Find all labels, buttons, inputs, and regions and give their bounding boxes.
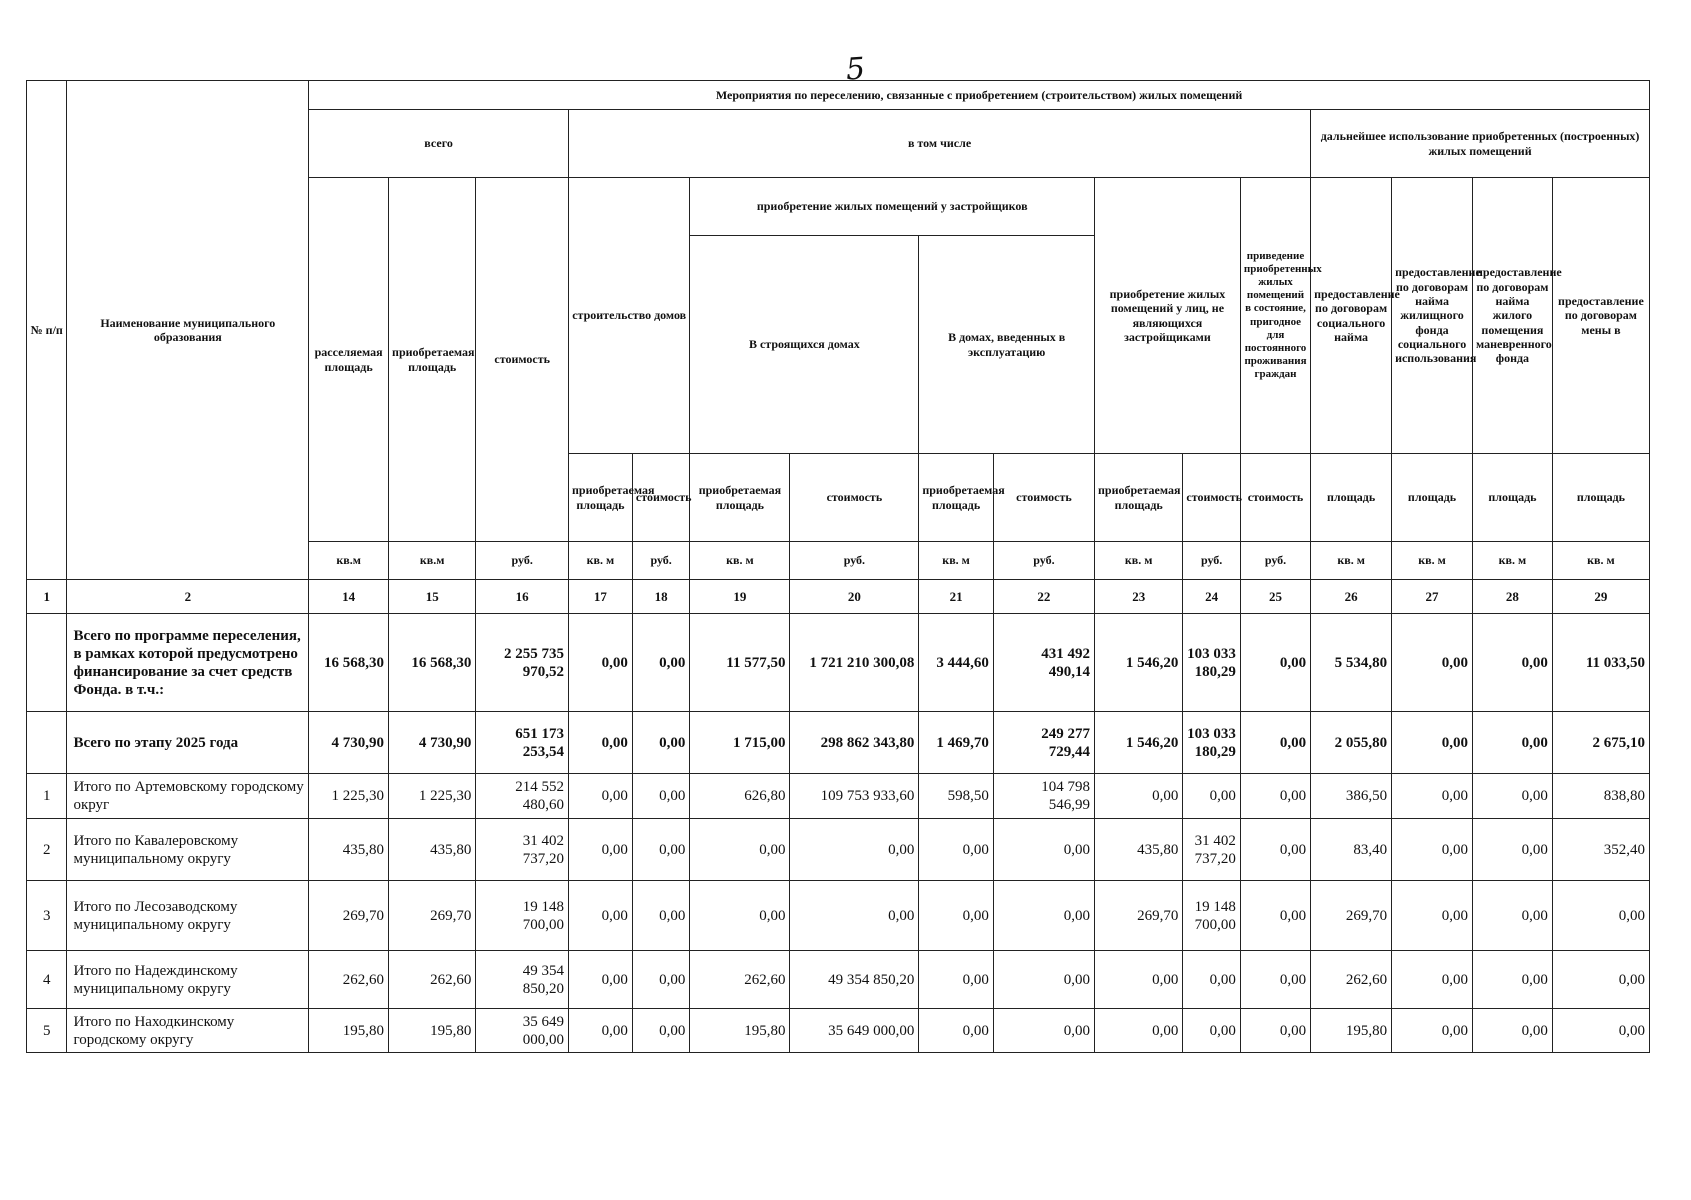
value-cell: 0,00: [568, 819, 632, 881]
value-cell: 1 546,20: [1095, 614, 1183, 712]
table-row: [27, 951, 1650, 1009]
value-cell: 0,00: [1183, 951, 1241, 1009]
value-cell: 195,80: [309, 1009, 389, 1053]
value-cell: 0,00: [632, 951, 690, 1009]
social-use-lease-header: предоставление по договорам найма жилищного фонда социального использования: [1392, 178, 1473, 454]
unit-cell: кв.м: [309, 542, 389, 580]
column-number-cell: 27: [1392, 580, 1473, 614]
value-cell: 0,00: [919, 881, 994, 951]
value-cell: 269,70: [1311, 881, 1392, 951]
under-construction-header: В строящихся домах: [690, 236, 919, 454]
value-cell: 4 730,90: [309, 712, 389, 774]
value-cell: 626,80: [690, 774, 790, 819]
column-number-cell: 18: [632, 580, 690, 614]
municipality-name: Итого по Артемовскому городскому округ: [67, 774, 309, 819]
value-cell: 5 534,80: [1311, 614, 1392, 712]
value-cell: 103 033 180,29: [1183, 614, 1241, 712]
page-number: 5: [844, 51, 867, 88]
sub-header-17: приобретаемая площадь: [568, 454, 632, 542]
value-cell: 269,70: [309, 881, 389, 951]
column-number-cell: 25: [1240, 580, 1310, 614]
unit-cell: кв. м: [1472, 542, 1552, 580]
value-cell: 0,00: [993, 951, 1094, 1009]
column-number-cell: 26: [1311, 580, 1392, 614]
unit-cell: кв.м: [389, 542, 476, 580]
col-no-header: № п/п: [27, 81, 67, 580]
value-cell: 0,00: [632, 614, 690, 712]
unit-cell: руб.: [1240, 542, 1310, 580]
value-cell: 0,00: [1472, 1009, 1552, 1053]
value-cell: 352,40: [1552, 819, 1649, 881]
value-cell: 435,80: [1095, 819, 1183, 881]
value-cell: 0,00: [919, 1009, 994, 1053]
value-cell: 195,80: [389, 1009, 476, 1053]
unit-cell: кв. м: [1311, 542, 1392, 580]
value-cell: 0,00: [568, 881, 632, 951]
in-operation-header: В домах, введенных в эксплуатацию: [919, 236, 1095, 454]
total-header: всего: [309, 110, 569, 178]
value-cell: 0,00: [632, 1009, 690, 1053]
value-cell: 0,00: [1552, 1009, 1649, 1053]
value-cell: 103 033 180,29: [1183, 712, 1241, 774]
sub-header-27: площадь: [1392, 454, 1473, 542]
value-cell: 0,00: [568, 951, 632, 1009]
municipality-name: Итого по Надеждинскому муниципальному округу: [67, 951, 309, 1009]
value-cell: 262,60: [309, 951, 389, 1009]
bringing-header: приведение приобретенных жилых помещений в состояние, пригодное для постоянного проживания граждан: [1240, 178, 1310, 454]
value-cell: 195,80: [690, 1009, 790, 1053]
column-numbers-row: [27, 580, 1650, 614]
value-cell: 0,00: [1472, 774, 1552, 819]
column-number-cell: 28: [1472, 580, 1552, 614]
value-cell: 0,00: [1240, 774, 1310, 819]
value-cell: 19 148 700,00: [1183, 881, 1241, 951]
value-cell: 195,80: [1311, 1009, 1392, 1053]
value-cell: 1 469,70: [919, 712, 994, 774]
value-cell: 214 552 480,60: [476, 774, 569, 819]
column-number-cell: 15: [389, 580, 476, 614]
sub-header-18: стоимость: [632, 454, 690, 542]
unit-cell: руб.: [1183, 542, 1241, 580]
value-cell: 0,00: [1240, 881, 1310, 951]
maneuver-lease-header: предоставление по договорам найма жилого помещения маневренного фонда: [1472, 178, 1552, 454]
value-cell: 0,00: [568, 712, 632, 774]
value-cell: 4 730,90: [389, 712, 476, 774]
row-number: 5: [27, 1009, 67, 1053]
municipality-name: Всего по программе переселения, в рамках которой предусмотрено финансирование за счет средств Фонда. в т.ч.:: [67, 614, 309, 712]
value-cell: 0,00: [1472, 614, 1552, 712]
value-cell: 0,00: [993, 1009, 1094, 1053]
column-number-cell: 14: [309, 580, 389, 614]
column-number-cell: 20: [790, 580, 919, 614]
value-cell: 0,00: [1240, 1009, 1310, 1053]
value-cell: 0,00: [993, 881, 1094, 951]
resettled-area-header: расселяемая площадь: [309, 178, 389, 542]
column-number-cell: 19: [690, 580, 790, 614]
unit-cell: кв. м: [1095, 542, 1183, 580]
value-cell: 0,00: [1183, 774, 1241, 819]
table-row: [27, 1009, 1650, 1053]
sub-header-28: площадь: [1472, 454, 1552, 542]
sub-header-19: приобретаемая площадь: [690, 454, 790, 542]
from-developers-header: приобретение жилых помещений у застройщиков: [690, 178, 1095, 236]
value-cell: 0,00: [1472, 951, 1552, 1009]
value-cell: 109 753 933,60: [790, 774, 919, 819]
unit-cell: кв. м: [568, 542, 632, 580]
value-cell: 0,00: [1095, 1009, 1183, 1053]
column-number-cell: 22: [993, 580, 1094, 614]
table-row: [27, 712, 1650, 774]
construction-header: строительство домов: [568, 178, 689, 454]
value-cell: 0,00: [1392, 774, 1473, 819]
value-cell: 0,00: [1240, 819, 1310, 881]
unit-cell: руб.: [632, 542, 690, 580]
value-cell: 262,60: [389, 951, 476, 1009]
value-cell: 19 148 700,00: [476, 881, 569, 951]
from-non-developers-header: приобретение жилых помещений у лиц, не являющихся застройщиками: [1095, 178, 1241, 454]
resettlement-table: [26, 80, 1650, 1053]
value-cell: 2 675,10: [1552, 712, 1649, 774]
value-cell: 0,00: [919, 819, 994, 881]
value-cell: 0,00: [1392, 951, 1473, 1009]
value-cell: 35 649 000,00: [476, 1009, 569, 1053]
value-cell: 49 354 850,20: [790, 951, 919, 1009]
value-cell: 0,00: [790, 819, 919, 881]
sub-header-22: стоимость: [993, 454, 1094, 542]
unit-cell: руб.: [993, 542, 1094, 580]
unit-cell: кв. м: [919, 542, 994, 580]
value-cell: 0,00: [1472, 712, 1552, 774]
table-row: [27, 774, 1650, 819]
unit-cell: руб.: [476, 542, 569, 580]
cost-header: стоимость: [476, 178, 569, 542]
value-cell: 11 033,50: [1552, 614, 1649, 712]
value-cell: 0,00: [1095, 774, 1183, 819]
value-cell: 0,00: [1472, 881, 1552, 951]
row-number: [27, 712, 67, 774]
including-header: в том числе: [568, 110, 1310, 178]
col-name-header: Наименование муниципального образования: [67, 81, 309, 580]
social-lease-header: предоставление по договорам социального найма: [1311, 178, 1392, 454]
value-cell: 0,00: [790, 881, 919, 951]
value-cell: 2 255 735 970,52: [476, 614, 569, 712]
value-cell: 0,00: [568, 614, 632, 712]
value-cell: 838,80: [1552, 774, 1649, 819]
row-number: 1: [27, 774, 67, 819]
value-cell: 0,00: [1392, 614, 1473, 712]
unit-cell: кв. м: [690, 542, 790, 580]
row-number: 3: [27, 881, 67, 951]
column-number-cell: 24: [1183, 580, 1241, 614]
value-cell: 0,00: [1095, 951, 1183, 1009]
value-cell: 0,00: [568, 1009, 632, 1053]
row-number: [27, 614, 67, 712]
value-cell: 0,00: [1392, 1009, 1473, 1053]
value-cell: 0,00: [1240, 712, 1310, 774]
row-number: 4: [27, 951, 67, 1009]
value-cell: 0,00: [1552, 951, 1649, 1009]
value-cell: 249 277 729,44: [993, 712, 1094, 774]
value-cell: 0,00: [690, 881, 790, 951]
value-cell: 1 225,30: [309, 774, 389, 819]
value-cell: 31 402 737,20: [1183, 819, 1241, 881]
column-number-cell: 17: [568, 580, 632, 614]
value-cell: 435,80: [389, 819, 476, 881]
municipality-name: Итого по Кавалеровскому муниципальному округу: [67, 819, 309, 881]
value-cell: 11 577,50: [690, 614, 790, 712]
column-number-cell: 29: [1552, 580, 1649, 614]
unit-cell: кв. м: [1552, 542, 1649, 580]
value-cell: 0,00: [1392, 712, 1473, 774]
value-cell: 0,00: [1240, 614, 1310, 712]
value-cell: 0,00: [632, 819, 690, 881]
sub-header-21: приобретаемая площадь: [919, 454, 994, 542]
table-row: [27, 614, 1650, 712]
main-title-header: Мероприятия по переселению, связанные с приобретением (строительством) жилых помещений: [309, 81, 1650, 110]
value-cell: 1 546,20: [1095, 712, 1183, 774]
value-cell: 0,00: [1552, 881, 1649, 951]
value-cell: 0,00: [1240, 951, 1310, 1009]
value-cell: 598,50: [919, 774, 994, 819]
sub-header-29: площадь: [1552, 454, 1649, 542]
value-cell: 269,70: [389, 881, 476, 951]
value-cell: 262,60: [690, 951, 790, 1009]
value-cell: 298 862 343,80: [790, 712, 919, 774]
value-cell: 0,00: [632, 774, 690, 819]
value-cell: 0,00: [632, 881, 690, 951]
value-cell: 0,00: [568, 774, 632, 819]
sub-header-25: стоимость: [1240, 454, 1310, 542]
value-cell: 651 173 253,54: [476, 712, 569, 774]
unit-cell: руб.: [790, 542, 919, 580]
sub-header-26: площадь: [1311, 454, 1392, 542]
column-number-cell: 16: [476, 580, 569, 614]
value-cell: 49 354 850,20: [476, 951, 569, 1009]
municipality-name: Итого по Находкинскому городскому округу: [67, 1009, 309, 1053]
value-cell: 3 444,60: [919, 614, 994, 712]
value-cell: 431 492 490,14: [993, 614, 1094, 712]
row-number: 2: [27, 819, 67, 881]
value-cell: 1 715,00: [690, 712, 790, 774]
value-cell: 1 721 210 300,08: [790, 614, 919, 712]
value-cell: 2 055,80: [1311, 712, 1392, 774]
table-row: [27, 819, 1650, 881]
column-number-cell: 1: [27, 580, 67, 614]
further-use-header: дальнейшее использование приобретенных (построенных) жилых помещений: [1311, 110, 1650, 178]
column-number-cell: 23: [1095, 580, 1183, 614]
value-cell: 16 568,30: [309, 614, 389, 712]
value-cell: 31 402 737,20: [476, 819, 569, 881]
table-row: [27, 881, 1650, 951]
value-cell: 83,40: [1311, 819, 1392, 881]
value-cell: 0,00: [1392, 819, 1473, 881]
value-cell: 0,00: [1183, 1009, 1241, 1053]
value-cell: 0,00: [993, 819, 1094, 881]
unit-cell: кв. м: [1392, 542, 1473, 580]
municipality-name: Итого по Лесозаводскому муниципальному округу: [67, 881, 309, 951]
exchange-header: предоставление по договорам мены в: [1552, 178, 1649, 454]
value-cell: 386,50: [1311, 774, 1392, 819]
value-cell: 0,00: [632, 712, 690, 774]
value-cell: 1 225,30: [389, 774, 476, 819]
value-cell: 35 649 000,00: [790, 1009, 919, 1053]
column-number-cell: 21: [919, 580, 994, 614]
sub-header-24: стоимость: [1183, 454, 1241, 542]
value-cell: 262,60: [1311, 951, 1392, 1009]
value-cell: 0,00: [1392, 881, 1473, 951]
value-cell: 435,80: [309, 819, 389, 881]
value-cell: 0,00: [1472, 819, 1552, 881]
municipality-name: Всего по этапу 2025 года: [67, 712, 309, 774]
acquired-area-header: приобретаемая площадь: [389, 178, 476, 542]
value-cell: 0,00: [690, 819, 790, 881]
value-cell: 0,00: [919, 951, 994, 1009]
value-cell: 16 568,30: [389, 614, 476, 712]
value-cell: 104 798 546,99: [993, 774, 1094, 819]
value-cell: 269,70: [1095, 881, 1183, 951]
sub-header-23: приобретаемая площадь: [1095, 454, 1183, 542]
sub-header-20: стоимость: [790, 454, 919, 542]
column-number-cell: 2: [67, 580, 309, 614]
